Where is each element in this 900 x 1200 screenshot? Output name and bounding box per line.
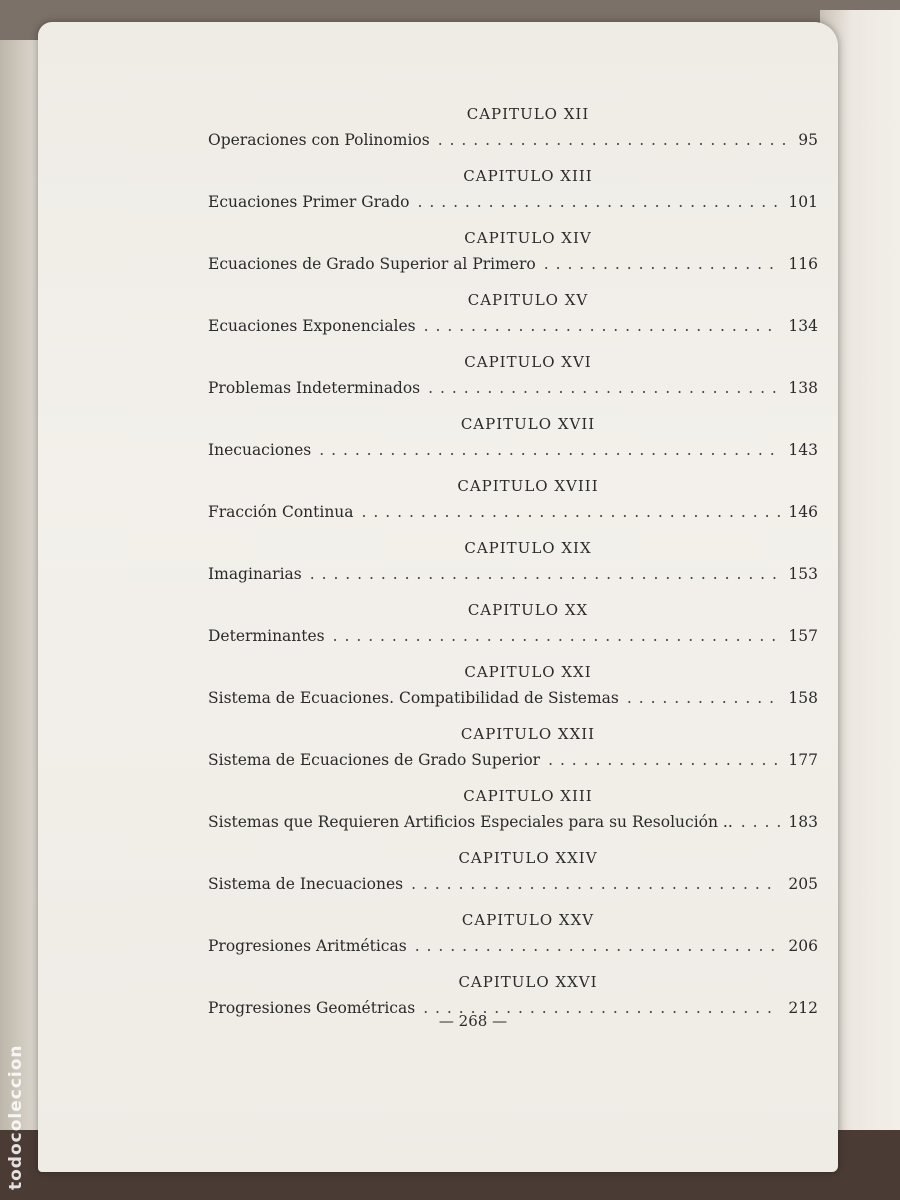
toc-entry — [208, 746, 818, 774]
chapter-heading: CAPITULO XXVI — [458, 973, 598, 991]
chapter-heading: CAPITULO XV — [467, 291, 589, 309]
entry-title: Ecuaciones de Grado Superior al Primero — [208, 255, 536, 273]
toc-entry — [208, 374, 818, 402]
entry-page-number: 158 — [788, 689, 818, 707]
toc-entry — [208, 622, 818, 650]
toc-chapter — [208, 350, 818, 412]
toc-entry — [208, 932, 818, 960]
entry-page-number: 101 — [788, 193, 818, 211]
toc-chapter — [208, 474, 818, 536]
toc-chapter — [208, 226, 818, 288]
entry-title: Sistema de Ecuaciones de Grado Superior — [208, 751, 541, 769]
dot-leader — [418, 188, 781, 216]
dot-leader — [411, 870, 780, 898]
toc-chapter — [208, 722, 818, 784]
toc-chapter — [208, 598, 818, 660]
dot-leader — [333, 622, 781, 650]
toc-chapter — [208, 846, 818, 908]
toc-entry — [208, 498, 818, 526]
toc-chapter — [208, 908, 818, 970]
entry-title: Fracción Continua — [208, 503, 354, 521]
dot-leader — [310, 560, 781, 588]
entry-title: Sistemas que Requieren Artificios Especiales para su Resolución .. — [208, 813, 733, 831]
entry-title: Imaginarias — [208, 565, 302, 583]
page-number-folio: — 268 — — [438, 1012, 508, 1030]
watermark-logo: todocoleccion — [6, 1044, 26, 1190]
dot-leader — [362, 498, 781, 526]
toc-entry — [208, 250, 818, 278]
entry-page-number: 134 — [788, 317, 818, 335]
entry-title: Determinantes — [208, 627, 325, 645]
toc-entry — [208, 436, 818, 464]
chapter-heading: CAPITULO XIV — [464, 229, 592, 247]
entry-page-number: 157 — [788, 627, 818, 645]
chapter-heading: CAPITULO XVII — [460, 415, 596, 433]
toc-chapter — [208, 660, 818, 722]
entry-page-number: 95 — [798, 131, 818, 149]
entry-title: Sistema de Ecuaciones. Compatibilidad de Sistemas — [208, 689, 619, 707]
entry-title: Ecuaciones Primer Grado — [208, 193, 410, 211]
entry-page-number: 205 — [788, 875, 818, 893]
toc-chapter — [208, 164, 818, 226]
toc-chapter — [208, 102, 818, 164]
dot-leader — [438, 126, 791, 154]
entry-page-number: 116 — [788, 255, 818, 273]
table-of-contents — [208, 102, 818, 1032]
toc-entry — [208, 312, 818, 340]
toc-entry — [208, 126, 818, 154]
toc-chapter — [208, 288, 818, 350]
entry-page-number: 143 — [788, 441, 818, 459]
chapter-heading: CAPITULO XXII — [460, 725, 596, 743]
toc-chapter — [208, 784, 818, 846]
dot-leader — [319, 436, 780, 464]
toc-entry — [208, 870, 818, 898]
dot-leader — [428, 374, 780, 402]
entry-page-number: 183 — [788, 813, 818, 831]
chapter-heading: CAPITULO XVIII — [457, 477, 599, 495]
book-page — [38, 22, 838, 1172]
dot-leader — [627, 684, 781, 712]
toc-entry — [208, 188, 818, 216]
toc-entry — [208, 808, 818, 836]
dot-leader — [741, 808, 781, 836]
chapter-heading: CAPITULO XXIV — [458, 849, 598, 867]
entry-page-number: 138 — [788, 379, 818, 397]
entry-page-number: 212 — [788, 999, 818, 1017]
entry-title: Ecuaciones Exponenciales — [208, 317, 416, 335]
chapter-heading: CAPITULO XXV — [461, 911, 595, 929]
toc-entry — [208, 560, 818, 588]
toc-entry — [208, 684, 818, 712]
entry-title: Sistema de Inecuaciones — [208, 875, 404, 893]
chapter-heading: CAPITULO XX — [467, 601, 589, 619]
dot-leader — [544, 250, 781, 278]
chapter-heading: CAPITULO XXI — [464, 663, 592, 681]
entry-title: Problemas Indeterminados — [208, 379, 421, 397]
entry-title: Inecuaciones — [208, 441, 312, 459]
toc-chapter — [208, 412, 818, 474]
toc-chapter — [208, 536, 818, 598]
chapter-heading: CAPITULO XIII — [463, 167, 593, 185]
dot-leader — [424, 312, 781, 340]
entry-page-number: 146 — [788, 503, 818, 521]
entry-title: Operaciones con Polinomios — [208, 131, 430, 149]
entry-page-number: 153 — [788, 565, 818, 583]
chapter-heading: CAPITULO XVI — [464, 353, 592, 371]
entry-title: Progresiones Aritméticas — [208, 937, 407, 955]
dot-leader — [548, 746, 780, 774]
entry-page-number: 206 — [788, 937, 818, 955]
chapter-heading: CAPITULO XII — [466, 105, 590, 123]
entry-title: Progresiones Geométricas — [208, 999, 416, 1017]
dot-leader — [415, 932, 781, 960]
entry-page-number: 177 — [788, 751, 818, 769]
chapter-heading: CAPITULO XIII — [463, 787, 593, 805]
chapter-heading: CAPITULO XIX — [464, 539, 592, 557]
